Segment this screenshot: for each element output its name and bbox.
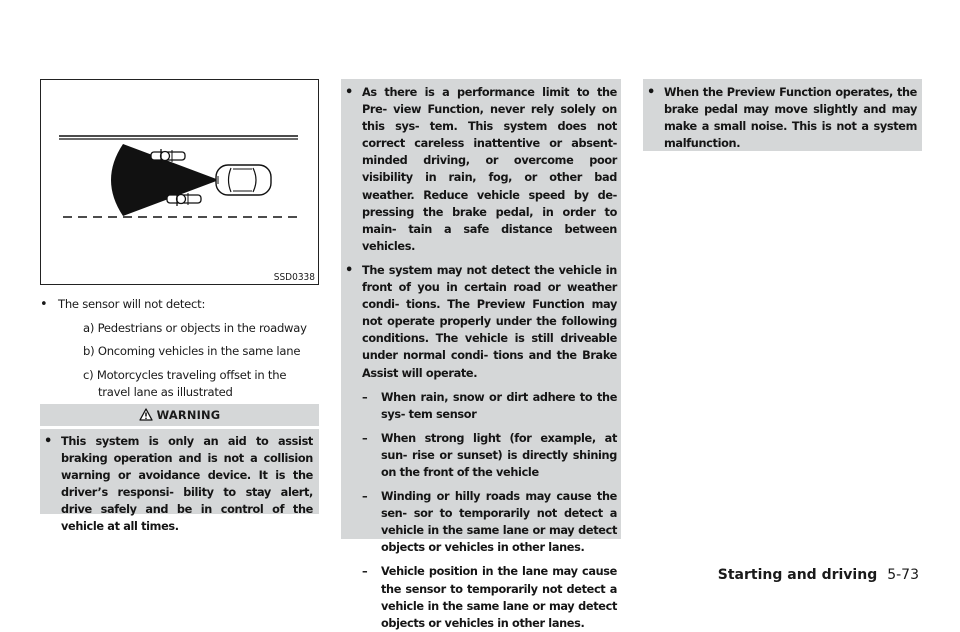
warning-text: This system is only an aid to assist braking operation and is not a collision warning or avoidance device. It is the driver’s responsi- bility to stay alert, drive safely and be in control of the vehicle at all times. xyxy=(61,435,313,534)
warning-box xyxy=(40,429,319,534)
dash-item-rain xyxy=(345,389,617,423)
illustration-drawing xyxy=(41,80,320,286)
bullet-text: When the Preview Function operates, the brake pedal may move slightly and may make a small noise. This is not a system malfunction. xyxy=(664,86,917,151)
bullet-text: The sensor will not detect: xyxy=(58,297,206,311)
caution-box-right xyxy=(643,79,922,151)
page-footer xyxy=(718,567,919,583)
bullet-text: The system may not detect the vehicle in front of you in certain road or weather condi- tions. The Preview Function may not operate properly under the following conditions. The vehicle is still driveable under normal condi- tions and the Brake Assist will operate. xyxy=(362,263,617,380)
dash-mark: – xyxy=(362,565,368,579)
footer-page-number: 5-73 xyxy=(887,567,919,583)
warning-heading-text: WARNING xyxy=(156,408,221,422)
bullet-dot: • xyxy=(345,262,353,278)
warning-heading xyxy=(40,404,319,426)
bullet-dot: • xyxy=(647,85,655,100)
bullet-may-not-detect xyxy=(345,262,617,382)
illustration-figure xyxy=(40,79,319,285)
dash-text: When rain, snow or dirt adhere to the sys- tem sensor xyxy=(381,390,617,421)
dash-text: Winding or hilly roads may cause the sen- sor to temporarily not detect a vehicle in the same lane or may detect objects or vehicles in other lanes. xyxy=(381,490,617,555)
list-item-a: a) Pedestrians or objects in the roadway xyxy=(83,320,307,335)
dash-item-light xyxy=(345,430,617,481)
bullet-dot: • xyxy=(44,434,52,449)
caution-box-middle xyxy=(341,79,621,630)
dash-mark: – xyxy=(362,490,368,504)
car-icon xyxy=(216,165,271,195)
dash-text: When strong light (for example, at sun- rise or sunset) is directly shining on the front of the vehicle xyxy=(381,431,617,479)
dash-item-winding xyxy=(345,488,617,556)
warning-triangle-icon xyxy=(139,408,153,421)
bullet-brake-pedal xyxy=(647,84,917,152)
dash-item-position xyxy=(345,563,617,631)
list-item-c: c) Motorcycles traveling offset in the travel lane as illustrated xyxy=(83,367,287,400)
bullet-dot: • xyxy=(345,85,353,100)
bullet-performance-limit xyxy=(345,84,617,255)
dash-mark: – xyxy=(362,431,368,445)
list-item-b: b) Oncoming vehicles in the same lane xyxy=(83,344,301,359)
left-column-text xyxy=(40,296,320,402)
figure-code: SSD0338 xyxy=(273,272,315,283)
footer-section-title: Starting and driving xyxy=(717,567,878,583)
bullet-dot: • xyxy=(40,297,48,312)
dash-text: Vehicle position in the lane may cause the sensor to temporarily not detect a vehicle in the same lane or may detect objects or vehicles in other lanes. xyxy=(381,565,617,630)
dash-mark: – xyxy=(362,390,368,404)
bullet-sensor-not-detect xyxy=(40,296,320,314)
warning-bullet xyxy=(44,433,313,536)
bullet-text: As there is a performance limit to the Pre- view Function, never rely solely on this sys- tem. This system does not correct careless inattentive or absent-minded driving, or overcome poor visibility in rain, fog, or other bad weather. Reduce vehicle speed by de- pressing the brake pedal, in order to main- tain a safe distance between vehicles. xyxy=(362,86,617,253)
